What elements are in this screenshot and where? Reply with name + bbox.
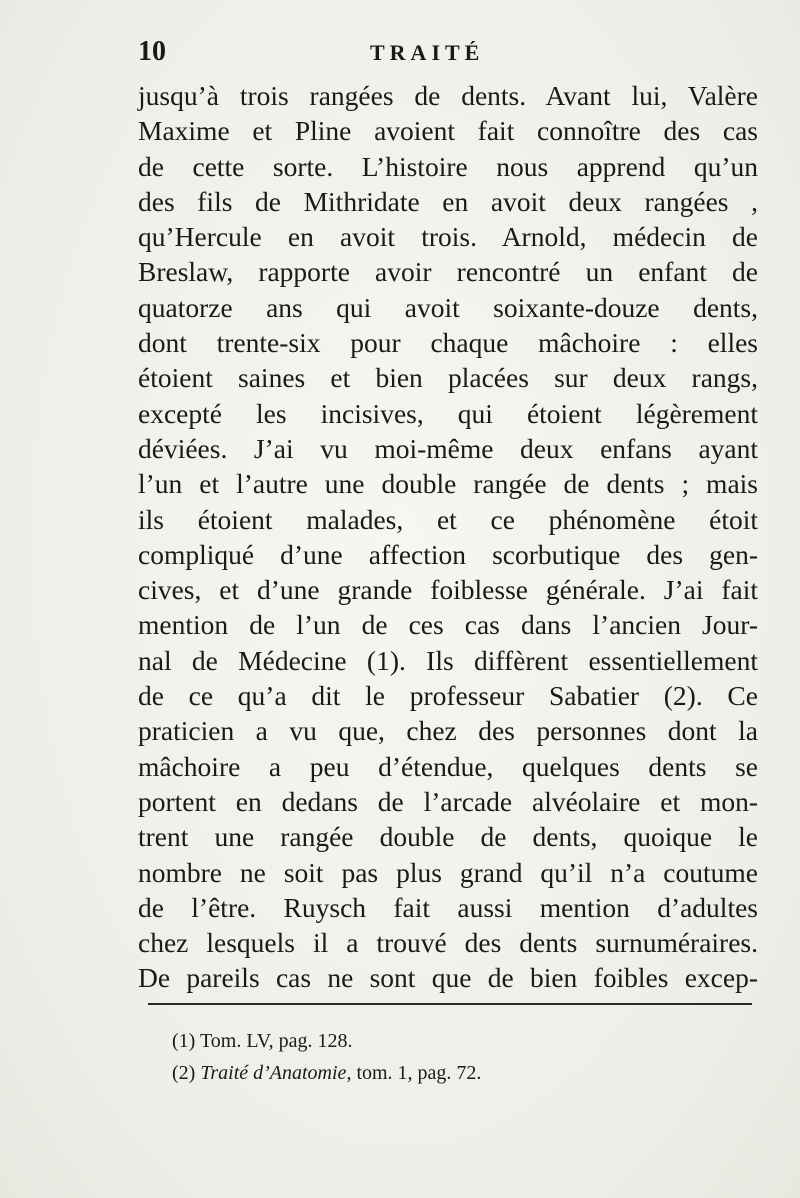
text-line: dont trente-six pour chaque mâchoire : elles: [138, 327, 758, 359]
text-line: qu’Hercule en avoit trois. Arnold, médecin de: [138, 221, 758, 253]
footnote-2-prefix: (2): [172, 1062, 201, 1084]
footnotes: [172, 1025, 732, 1089]
text-line: de l’être. Ruysch fait aussi mention d’adultes: [138, 891, 758, 923]
text-line: déviées. J’ai vu moi-même deux enfans ayant: [138, 432, 758, 464]
footnote-1: (1) Tom. LV, pag. 128.: [172, 1030, 353, 1052]
text-line: des fils de Mithridate en avoit deux rangées ,: [138, 185, 758, 217]
footnote-2: [172, 1057, 732, 1089]
text-line: cives, et d’une grande foiblesse générale. J’ai fait: [138, 574, 758, 606]
text-line: Breslaw, rapporte avoir rencontré un enfant de: [138, 256, 758, 288]
text-line: mention de l’un de ces cas dans l’ancien Jour-: [138, 609, 758, 641]
main-text: [138, 78, 758, 996]
page-header: [138, 36, 758, 72]
text-line: De pareils cas ne sont que de bien foibles excep-: [138, 962, 758, 994]
text-line: mâchoire a peu d’étendue, quelques dents se: [138, 750, 758, 782]
text-line: excepté les incisives, qui étoient légèrement: [138, 397, 758, 429]
text-line: étoient saines et bien placées sur deux rangs,: [138, 362, 758, 394]
text-line: jusqu’à trois rangées de dents. Avant lui, Valère: [138, 80, 758, 111]
footnote-2-suffix: , tom. 1, pag. 72.: [346, 1062, 482, 1084]
text-line: quatorze ans qui avoit soixante-douze dents,: [138, 291, 758, 323]
text-line: de cette sorte. L’histoire nous apprend qu’un: [138, 150, 758, 182]
text-line: portent en dedans de l’arcade alvéolaire et mon-: [138, 785, 758, 817]
text-line: compliqué d’une affection scorbutique des gen-: [138, 538, 758, 570]
running-head: TRAITÉ: [370, 40, 485, 65]
text-line: trent une rangée double de dents, quoique le: [138, 821, 758, 853]
page-number: 10: [138, 36, 166, 67]
text-line: Maxime et Pline avoient fait connoître des cas: [138, 115, 758, 147]
text-line: chez lesquels il a trouvé des dents surnuméraires.: [138, 927, 758, 959]
text-line: praticien a vu que, chez des personnes dont la: [138, 715, 758, 747]
footnote-2-title: Traité d’Anatomie: [200, 1062, 347, 1084]
text-line: nal de Médecine (1). Ils diffèrent essentiellement: [138, 644, 758, 676]
text-line: ils étoient malades, et ce phénomène étoit: [138, 503, 758, 535]
text-line: l’un et l’autre une double rangée de dents ; mais: [138, 468, 758, 500]
text-line: de ce qu’a dit le professeur Sabatier (2). Ce: [138, 680, 758, 712]
text-line: nombre ne soit pas plus grand qu’il n’a coutume: [138, 856, 758, 888]
footnote-rule: [148, 1003, 752, 1005]
